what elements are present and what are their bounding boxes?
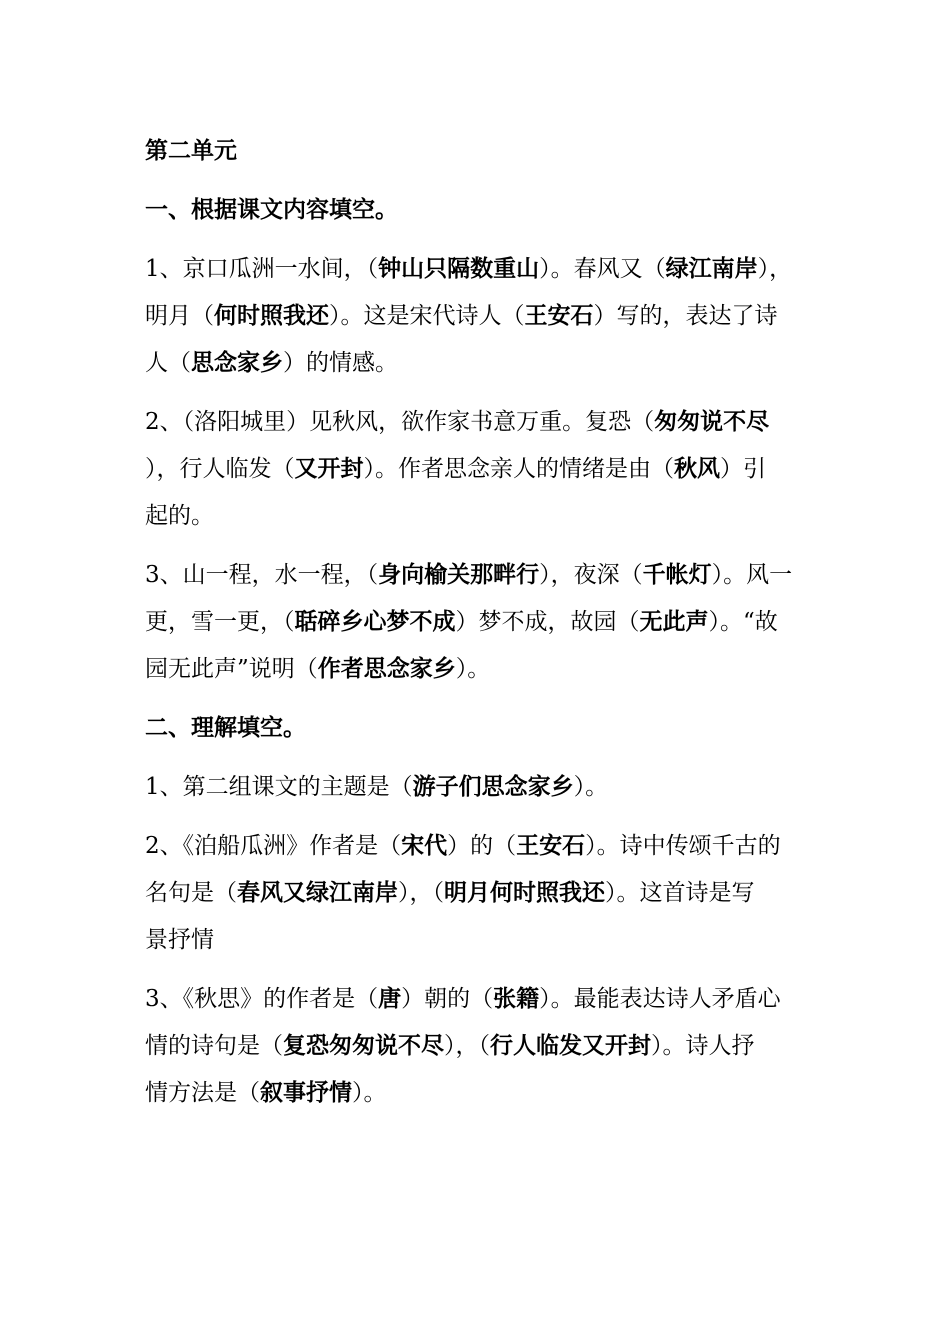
answer: 作者思念家乡 xyxy=(317,656,456,682)
answer: 张籍 xyxy=(493,986,540,1012)
section2-question-2 xyxy=(145,823,817,964)
section1-question-1 xyxy=(145,246,817,387)
answer: 身向榆关那畔行 xyxy=(378,562,540,588)
line xyxy=(145,646,817,693)
text: ）。诗中传颂千古的 xyxy=(585,833,781,859)
line xyxy=(145,493,817,540)
text: 3、《秋思》的作者是（ xyxy=(145,986,379,1012)
text: ）， xyxy=(757,256,793,282)
answer: 宋代 xyxy=(401,833,448,859)
answer: 思念家乡 xyxy=(191,350,283,376)
text: 2、（洛阳城里）见秋风，欲作家书意万重。复恐（ xyxy=(145,409,655,435)
line xyxy=(145,246,817,293)
line xyxy=(145,552,817,599)
answer: 行人临发又开封 xyxy=(490,1033,651,1059)
answer: 复恐匆匆说不尽 xyxy=(283,1033,444,1059)
text: ）。春风又（ xyxy=(539,256,666,282)
answer: 何时照我还 xyxy=(214,303,329,329)
unit-title: 第二单元 xyxy=(145,138,237,164)
text: 2、《泊船瓜洲》作者是（ xyxy=(145,833,402,859)
answer: 又开封 xyxy=(294,456,364,482)
answer: 春风又绿江南岸 xyxy=(237,880,398,906)
text: 1、京口瓜洲一水间，（ xyxy=(145,256,379,282)
text: ）。最能表达诗人矛盾心 xyxy=(539,986,781,1012)
answer: 无此声 xyxy=(639,609,709,635)
text: 园无此声”说明（ xyxy=(145,656,318,682)
answer: 秋风 xyxy=(674,456,720,482)
section1-question-2 xyxy=(145,399,817,540)
text: ），（ xyxy=(398,880,444,906)
text: ）。这首诗是写 xyxy=(605,880,755,906)
text: 情方法是（ xyxy=(145,1080,260,1106)
answer: 王安石 xyxy=(524,303,594,329)
answer: 匆匆说不尽 xyxy=(654,409,770,435)
text: ）。“故 xyxy=(708,609,778,635)
line xyxy=(145,917,817,964)
line xyxy=(145,1023,817,1070)
line xyxy=(145,976,817,1023)
line xyxy=(145,599,817,646)
answer: 明月何时照我还 xyxy=(444,880,605,906)
section2-title: 二、理解填空。 xyxy=(145,715,306,741)
text: 更，雪一更，（ xyxy=(145,609,295,635)
section2-question-3 xyxy=(145,976,817,1117)
section2-question-1 xyxy=(145,764,817,811)
text: 1、第二组课文的主题是（ xyxy=(145,774,413,800)
text: 景抒情 xyxy=(145,927,214,953)
text: 情的诗句是（ xyxy=(145,1033,283,1059)
text: ）写的，表达了诗 xyxy=(593,303,778,329)
text: ）的（ xyxy=(447,833,517,859)
text: ）。 xyxy=(573,774,609,800)
answer: 绿江南岸 xyxy=(665,256,758,282)
line xyxy=(145,1070,817,1117)
text: ）。 xyxy=(455,656,491,682)
text: ）。 xyxy=(352,1080,387,1106)
line xyxy=(145,446,817,493)
text: ）。作者思念亲人的情绪是由（ xyxy=(363,456,674,482)
text: 名句是（ xyxy=(145,880,237,906)
text: ）梦不成，故园（ xyxy=(455,609,640,635)
text: ），（ xyxy=(444,1033,490,1059)
text: ）。风一 xyxy=(711,562,793,588)
answer: 叙事抒情 xyxy=(260,1080,352,1106)
line xyxy=(145,293,817,340)
answer: 钟山只隔数重山 xyxy=(378,256,540,282)
text: ）。诗人抒 xyxy=(651,1033,755,1059)
text: ），行人临发（ xyxy=(145,456,295,482)
answer: 千帐灯 xyxy=(642,562,712,588)
line xyxy=(145,340,817,387)
text: ）引 xyxy=(720,456,766,482)
line xyxy=(145,823,817,870)
text: ），夜深（ xyxy=(539,562,643,588)
text: ）。这是宋代诗人（ xyxy=(329,303,525,329)
text: ）朝的（ xyxy=(401,986,494,1012)
answer: 聒碎乡心梦不成 xyxy=(294,609,456,635)
document-body xyxy=(145,128,817,1129)
text: 人（ xyxy=(145,350,191,376)
text: ）的情感。 xyxy=(283,350,398,376)
section1-title: 一、根据课文内容填空。 xyxy=(145,197,398,223)
line xyxy=(145,870,817,917)
answer: 王安石 xyxy=(516,833,586,859)
section1-question-3 xyxy=(145,552,817,693)
line xyxy=(145,764,817,811)
text: 起的。 xyxy=(145,503,214,529)
line xyxy=(145,399,817,446)
text: 3、山一程，水一程，（ xyxy=(145,562,379,588)
answer: 游子们思念家乡 xyxy=(412,774,574,800)
text: 明月（ xyxy=(145,303,214,329)
answer: 唐 xyxy=(378,986,402,1012)
